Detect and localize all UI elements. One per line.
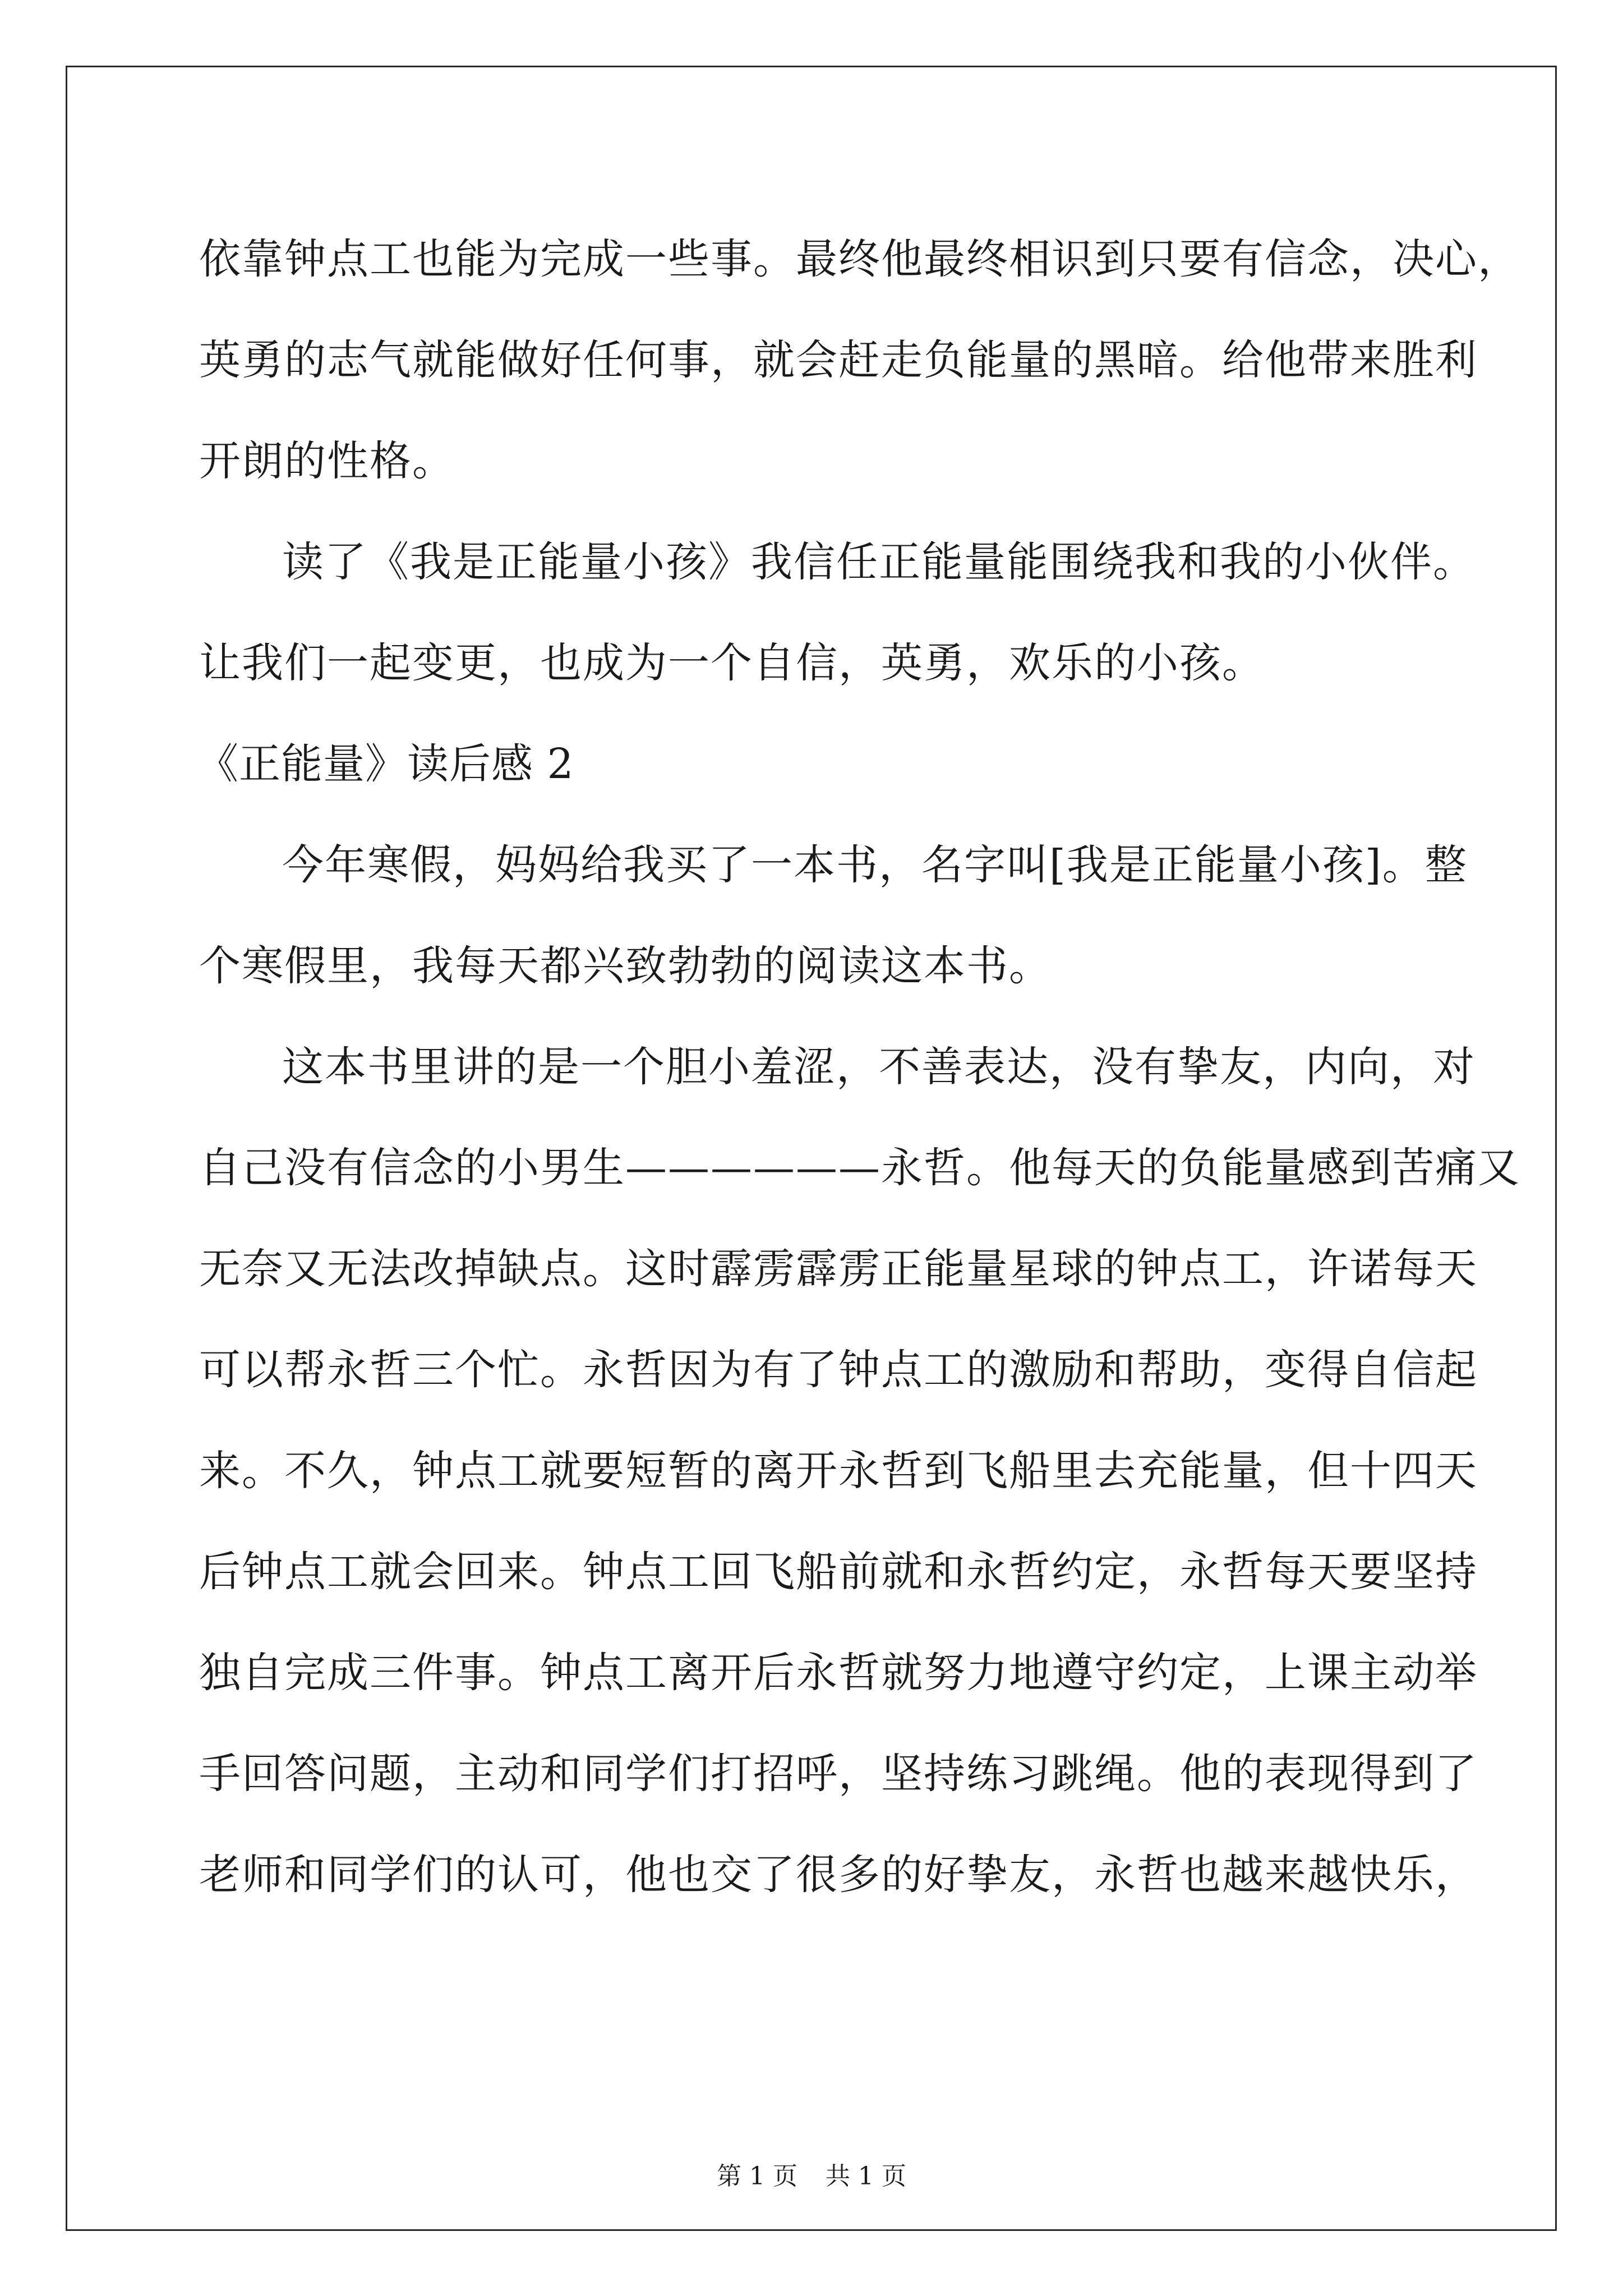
page-number-total: 共 1 页: [826, 2162, 906, 2191]
text-line: 依靠钟点工也能为完成一些事。最终他最终相识到只要有信念，决心，: [199, 235, 1520, 283]
text-line: 开朗的性格。: [199, 437, 455, 485]
text-line: 无奈又无法改掉缺点。这时霹雳霹雳正能量星球的钟点工，许诺每天: [199, 1245, 1478, 1293]
text-line: 独自完成三件事。钟点工离开后永哲就努力地遵守约定，上课主动举: [199, 1649, 1478, 1697]
page-footer: [0, 2160, 1623, 2193]
text-line: 来。不久，钟点工就要短暂的离开永哲到飞船里去充能量，但十四天: [199, 1447, 1478, 1495]
paragraph-start-line: 这本书里讲的是一个胆小羞涩，不善表达，没有挚友，内向，对: [282, 1043, 1476, 1091]
text-line: 自己没有信念的小男生——————永哲。他每天的负能量感到苦痛又: [199, 1144, 1520, 1192]
text-line: 手回答问题，主动和同学们打招呼，坚持练习跳绳。他的表现得到了: [199, 1750, 1478, 1798]
text-line: 个寒假里，我每天都兴致勃勃的阅读这本书。: [199, 942, 1052, 990]
text-line: 后钟点工就会回来。钟点工回飞船前就和永哲约定，永哲每天要坚持: [199, 1548, 1478, 1596]
document-body: [197, 209, 1520, 1925]
text-line: 可以帮永哲三个忙。永哲因为有了钟点工的激励和帮助，变得自信起: [199, 1346, 1478, 1394]
text-line: 英勇的志气就能做好任何事，就会赶走负能量的黑暗。给他带来胜利: [199, 336, 1478, 384]
paragraph-start-line: 今年寒假，妈妈给我买了一本书，名字叫[我是正能量小孩]。整: [282, 841, 1468, 889]
text-line: 让我们一起变更，也成为一个自信，英勇，欢乐的小孩。: [199, 639, 1265, 687]
text-line: 老师和同学们的认可，他也交了很多的好挚友，永哲也越来越快乐，: [199, 1851, 1478, 1899]
paragraph-start-line: 读了《我是正能量小孩》我信任正能量能围绕我和我的小伙伴。: [282, 538, 1476, 586]
page-number-current: 第 1 页: [717, 2162, 797, 2191]
section-heading: 《正能量》读后感 2: [197, 740, 574, 788]
